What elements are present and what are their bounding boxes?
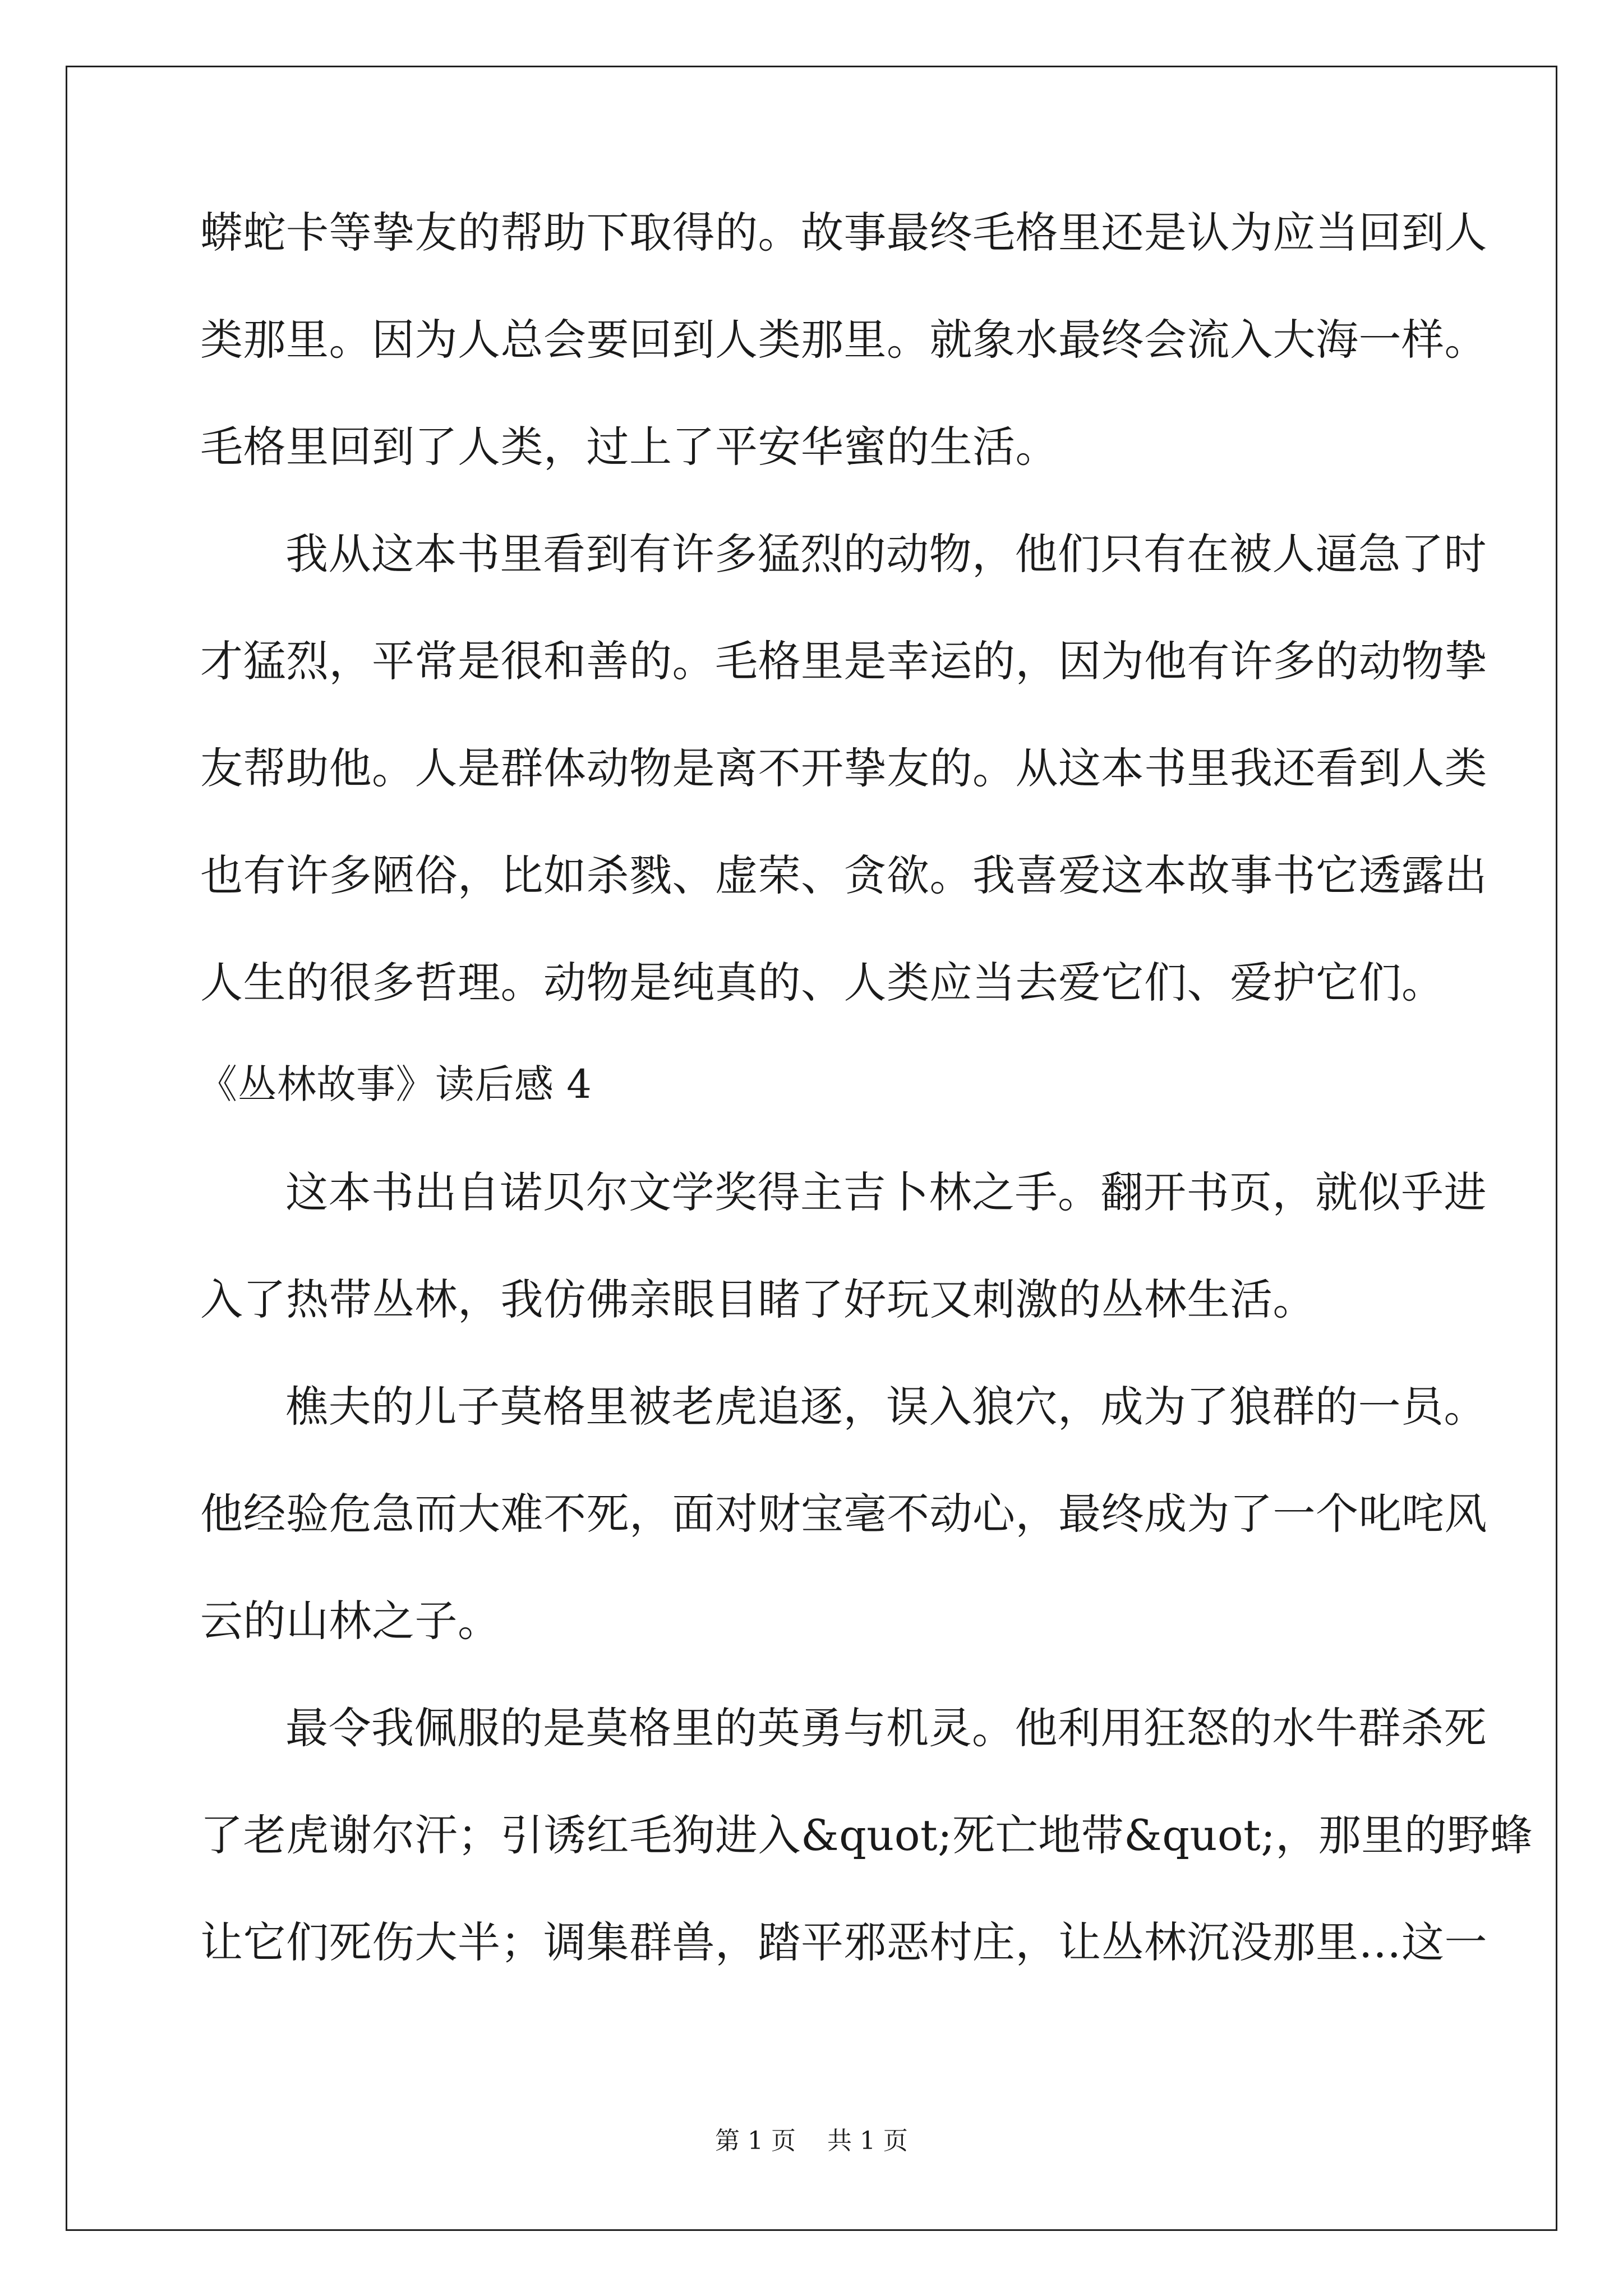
text-line: 入了热带丛林，我仿佛亲眼目睹了好玩又刺激的丛林生活。 — [200, 1274, 1316, 1324]
text-line: 类那里。因为人总会要回到人类那里。就象水最终会流入大海一样。 — [200, 315, 1487, 365]
text-line: 人生的很多哲理。动物是纯真的、人类应当去爱它们、爱护它们。 — [200, 958, 1445, 1007]
text-line: 友帮助他。人是群体动物是离不开挚友的。从这本书里我还看到人类 — [200, 743, 1487, 793]
paragraph-start-line: 最令我佩服的是莫格里的英勇与机灵。他利用狂怒的水牛群杀死 — [285, 1703, 1487, 1753]
page-number: 第 1 页 共 1 页 — [715, 2127, 908, 2155]
text-line: 毛格里回到了人类，过上了平安华蜜的生活。 — [200, 422, 1058, 472]
paragraph-start-line: 这本书出自诺贝尔文学奖得主吉卜林之手。翻开书页，就似乎进 — [285, 1167, 1487, 1217]
paragraph-start-line: 我从这本书里看到有许多猛烈的动物，他们只有在被人逼急了时 — [285, 529, 1487, 579]
text-line: 他经验危急而大难不死，面对财宝毫不动心，最终成为了一个叱咤风 — [200, 1489, 1487, 1539]
paragraph-start-line: 樵夫的儿子莫格里被老虎追逐，误入狼穴，成为了狼群的一员。 — [285, 1382, 1487, 1432]
page-footer — [0, 2120, 1623, 2156]
text-line: 才猛烈，平常是很和善的。毛格里是幸运的，因为他有许多的动物挚 — [200, 636, 1487, 686]
text-line: 让它们死伤大半；调集群兽，踏平邪恶村庄，让丛林沉没那里…这一 — [200, 1917, 1487, 1967]
page-border — [66, 66, 1557, 2231]
text-line: 也有许多陋俗，比如杀戮、虚荣、贪欲。我喜爱这本故事书它透露出 — [200, 850, 1487, 900]
text-line: 云的山林之子。 — [200, 1596, 501, 1646]
text-line: 了老虎谢尔汗；引诱红毛狗进入&quot;死亡地带&quot;，那里的野蜂 — [200, 1810, 1533, 1860]
section-heading: 《丛林故事》读后感 4 — [198, 1061, 592, 1107]
text-line: 蟒蛇卡等挚友的帮助下取得的。故事最终毛格里还是认为应当回到人 — [200, 208, 1487, 257]
